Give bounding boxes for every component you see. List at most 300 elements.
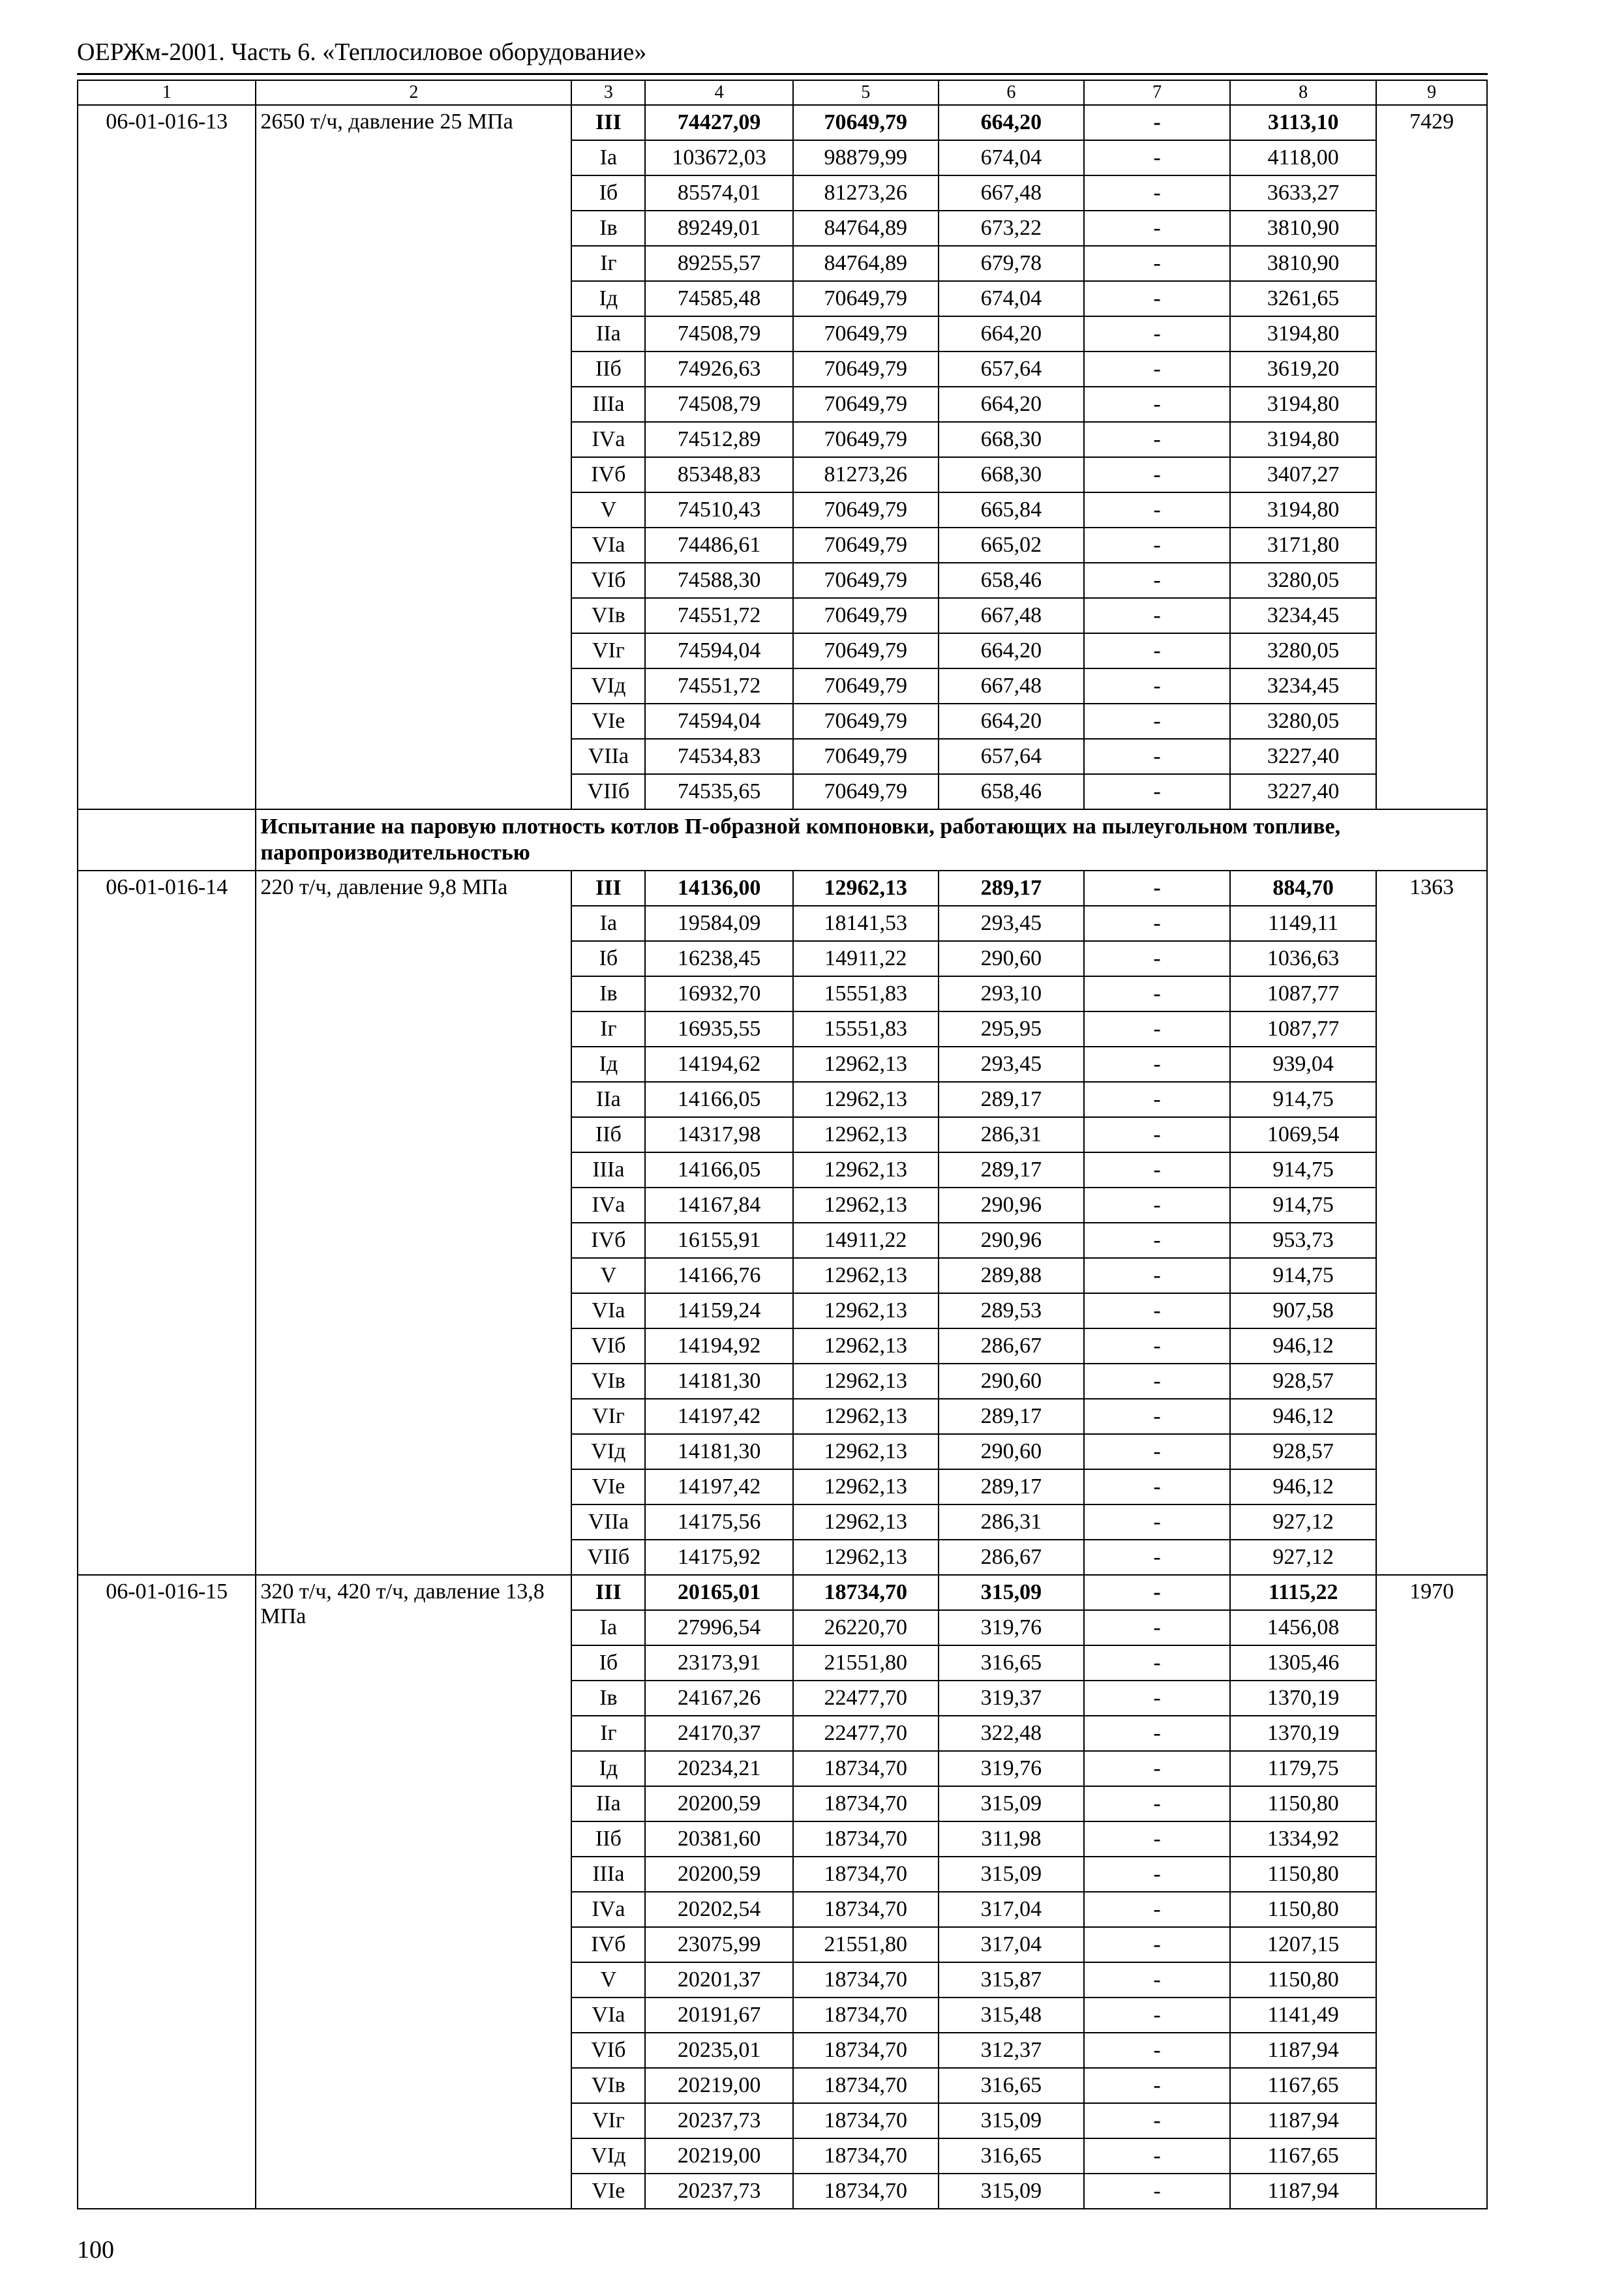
cell-col7: - — [1084, 1962, 1230, 1997]
zone-label: Iв — [571, 211, 645, 246]
cell-col5: 18734,70 — [793, 2138, 939, 2174]
cell-col5: 81273,26 — [793, 175, 939, 211]
cell-col7: - — [1084, 1047, 1230, 1082]
cell-col4: 74508,79 — [645, 387, 792, 422]
cell-col8: 914,75 — [1230, 1188, 1376, 1223]
cell-col8: 1334,92 — [1230, 1821, 1376, 1857]
cell-col4: 20381,60 — [645, 1821, 792, 1857]
zone-label: III — [571, 105, 645, 140]
zone-label: Iб — [571, 175, 645, 211]
cell-col7: - — [1084, 1821, 1230, 1857]
zone-label: Iг — [571, 1011, 645, 1047]
cell-col5: 18734,70 — [793, 1857, 939, 1892]
cell-col6: 289,88 — [939, 1258, 1084, 1293]
cell-col4: 20237,73 — [645, 2103, 792, 2138]
cell-col6: 316,65 — [939, 2138, 1084, 2174]
zone-label: IVа — [571, 1188, 645, 1223]
cell-col8: 3194,80 — [1230, 422, 1376, 457]
cell-col6: 665,84 — [939, 492, 1084, 528]
cell-col6: 290,60 — [939, 1434, 1084, 1469]
cell-col8: 1370,19 — [1230, 1681, 1376, 1716]
cell-col7: - — [1084, 1892, 1230, 1927]
zone-label: Iа — [571, 140, 645, 175]
zone-label: VIе — [571, 1469, 645, 1504]
cell-col7: - — [1084, 1857, 1230, 1892]
zone-label: IVа — [571, 1892, 645, 1927]
cell-col4: 14194,92 — [645, 1328, 792, 1364]
cell-col6: 668,30 — [939, 422, 1084, 457]
cell-col4: 20234,21 — [645, 1751, 792, 1786]
zone-label: VIг — [571, 633, 645, 668]
cell-col6: 289,17 — [939, 1399, 1084, 1434]
cell-col4: 85348,83 — [645, 457, 792, 492]
cell-col5: 18141,53 — [793, 906, 939, 941]
zone-label: VIа — [571, 1997, 645, 2033]
zone-label: VIIб — [571, 1540, 645, 1575]
cell-col6: 665,02 — [939, 528, 1084, 563]
cell-col8: 3280,05 — [1230, 704, 1376, 739]
cell-col6: 311,98 — [939, 1821, 1084, 1857]
cell-col8: 3234,45 — [1230, 668, 1376, 704]
cell-col5: 98879,99 — [793, 140, 939, 175]
cell-col6: 286,67 — [939, 1540, 1084, 1575]
cell-col7: - — [1084, 1364, 1230, 1399]
cell-col5: 18734,70 — [793, 1997, 939, 2033]
cell-col5: 18734,70 — [793, 1751, 939, 1786]
cell-col5: 70649,79 — [793, 316, 939, 352]
column-number: 7 — [1084, 80, 1230, 105]
cell-col4: 74585,48 — [645, 281, 792, 316]
cell-col8: 939,04 — [1230, 1047, 1376, 1082]
cell-col8: 1187,94 — [1230, 2033, 1376, 2068]
zone-label: IIб — [571, 1117, 645, 1152]
page-header-title: ОЕРЖм-2001. Часть 6. «Теплосиловое оборудование» — [77, 38, 647, 66]
cell-col6: 664,20 — [939, 704, 1084, 739]
cell-col5: 12962,13 — [793, 1434, 939, 1469]
cell-col4: 19584,09 — [645, 906, 792, 941]
zone-label: IIIа — [571, 1152, 645, 1188]
cell-col9: 1970 — [1376, 1575, 1487, 2209]
cell-col5: 18734,70 — [793, 1575, 939, 1610]
cell-col4: 14166,05 — [645, 1082, 792, 1117]
cell-col9: 1363 — [1376, 871, 1487, 1575]
rate-description: 220 т/ч, давление 9,8 МПа — [256, 871, 571, 1575]
cell-col5: 12962,13 — [793, 1117, 939, 1152]
cell-col4: 14181,30 — [645, 1364, 792, 1399]
cell-col7: - — [1084, 704, 1230, 739]
cell-col7: - — [1084, 1786, 1230, 1821]
cell-col5: 70649,79 — [793, 528, 939, 563]
cell-col6: 316,65 — [939, 2068, 1084, 2103]
cell-col5: 70649,79 — [793, 492, 939, 528]
cell-col5: 70649,79 — [793, 668, 939, 704]
cell-col8: 1150,80 — [1230, 1962, 1376, 1997]
cell-col5: 18734,70 — [793, 2174, 939, 2209]
cell-col4: 74594,04 — [645, 633, 792, 668]
cell-col8: 3194,80 — [1230, 387, 1376, 422]
cell-col6: 290,60 — [939, 941, 1084, 976]
cell-col8: 3810,90 — [1230, 211, 1376, 246]
cell-col8: 1149,11 — [1230, 906, 1376, 941]
cell-col5: 70649,79 — [793, 633, 939, 668]
cell-col5: 70649,79 — [793, 422, 939, 457]
zone-label: III — [571, 871, 645, 906]
cell-col8: 1179,75 — [1230, 1751, 1376, 1786]
cell-col4: 103672,03 — [645, 140, 792, 175]
cell-col4: 74510,43 — [645, 492, 792, 528]
cell-col6: 319,37 — [939, 1681, 1084, 1716]
cell-col5: 12962,13 — [793, 1399, 939, 1434]
cell-col8: 1036,63 — [1230, 941, 1376, 976]
cell-col7: - — [1084, 774, 1230, 809]
cell-col7: - — [1084, 871, 1230, 906]
cell-col6: 293,45 — [939, 1047, 1084, 1082]
zone-label: Iд — [571, 1751, 645, 1786]
column-number: 2 — [256, 80, 571, 105]
cell-col6: 290,60 — [939, 1364, 1084, 1399]
cell-col8: 953,73 — [1230, 1223, 1376, 1258]
cell-col5: 12962,13 — [793, 1504, 939, 1540]
zone-label: IVб — [571, 457, 645, 492]
page-number: 100 — [77, 2236, 114, 2264]
cell-col7: - — [1084, 633, 1230, 668]
cell-col6: 289,17 — [939, 1152, 1084, 1188]
cell-col6: 295,95 — [939, 1011, 1084, 1047]
cell-col6: 658,46 — [939, 774, 1084, 809]
cell-col4: 24167,26 — [645, 1681, 792, 1716]
zone-label: Iд — [571, 281, 645, 316]
cell-col4: 74486,61 — [645, 528, 792, 563]
cell-col7: - — [1084, 739, 1230, 774]
cell-col8: 1167,65 — [1230, 2138, 1376, 2174]
cell-col4: 85574,01 — [645, 175, 792, 211]
cell-col7: - — [1084, 2138, 1230, 2174]
cell-col6: 290,96 — [939, 1223, 1084, 1258]
cell-col6: 293,10 — [939, 976, 1084, 1011]
cell-col4: 74427,09 — [645, 105, 792, 140]
cell-col5: 12962,13 — [793, 1152, 939, 1188]
cell-col4: 74551,72 — [645, 598, 792, 633]
cell-col6: 286,31 — [939, 1117, 1084, 1152]
cell-col5: 70649,79 — [793, 598, 939, 633]
cell-col5: 15551,83 — [793, 1011, 939, 1047]
cell-col4: 20235,01 — [645, 2033, 792, 2068]
cell-col6: 657,64 — [939, 352, 1084, 387]
cell-col4: 23075,99 — [645, 1927, 792, 1962]
cell-col8: 3227,40 — [1230, 774, 1376, 809]
cell-col4: 16238,45 — [645, 941, 792, 976]
cell-col8: 928,57 — [1230, 1434, 1376, 1469]
column-number: 6 — [939, 80, 1084, 105]
cell-col4: 20237,73 — [645, 2174, 792, 2209]
cell-col8: 1456,08 — [1230, 1610, 1376, 1645]
zone-label: IVб — [571, 1223, 645, 1258]
zone-label: VIIб — [571, 774, 645, 809]
cell-col8: 1370,19 — [1230, 1716, 1376, 1751]
rate-code: 06-01-016-15 — [78, 1575, 256, 2209]
column-number: 4 — [645, 80, 792, 105]
zone-label: VIг — [571, 2103, 645, 2138]
cell-col6: 657,64 — [939, 739, 1084, 774]
zone-label: VIг — [571, 1399, 645, 1434]
cell-col8: 3633,27 — [1230, 175, 1376, 211]
cell-col4: 14317,98 — [645, 1117, 792, 1152]
cell-col6: 312,37 — [939, 2033, 1084, 2068]
zone-label: VIе — [571, 704, 645, 739]
zone-label: IIа — [571, 316, 645, 352]
cell-col7: - — [1084, 422, 1230, 457]
zone-label: III — [571, 1575, 645, 1610]
cell-col7: - — [1084, 1223, 1230, 1258]
cell-col7: - — [1084, 387, 1230, 422]
cell-col7: - — [1084, 1399, 1230, 1434]
cell-col4: 20219,00 — [645, 2138, 792, 2174]
cell-col6: 317,04 — [939, 1927, 1084, 1962]
cell-col5: 12962,13 — [793, 1188, 939, 1223]
cell-col8: 3234,45 — [1230, 598, 1376, 633]
cell-col8: 1187,94 — [1230, 2103, 1376, 2138]
cell-col8: 946,12 — [1230, 1328, 1376, 1364]
cell-col5: 12962,13 — [793, 1082, 939, 1117]
zone-label: VIб — [571, 2033, 645, 2068]
cell-col7: - — [1084, 457, 1230, 492]
cell-col8: 946,12 — [1230, 1469, 1376, 1504]
zone-label: Iд — [571, 1047, 645, 1082]
rate-code: 06-01-016-13 — [78, 105, 256, 809]
cell-col7: - — [1084, 1469, 1230, 1504]
cell-col8: 4118,00 — [1230, 140, 1376, 175]
zone-label: VIв — [571, 2068, 645, 2103]
cell-col8: 1087,77 — [1230, 1011, 1376, 1047]
cell-col8: 914,75 — [1230, 1258, 1376, 1293]
cell-col5: 70649,79 — [793, 387, 939, 422]
cell-col5: 84764,89 — [793, 211, 939, 246]
cell-col8: 3113,10 — [1230, 105, 1376, 140]
zone-label: VIд — [571, 1434, 645, 1469]
column-number: 1 — [78, 80, 256, 105]
cell-col6: 315,09 — [939, 1575, 1084, 1610]
zone-label: IIб — [571, 1821, 645, 1857]
zone-label: V — [571, 492, 645, 528]
rate-code: 06-01-016-14 — [78, 871, 256, 1575]
cell-col4: 74594,04 — [645, 704, 792, 739]
cell-col5: 18734,70 — [793, 2103, 939, 2138]
cell-col4: 20219,00 — [645, 2068, 792, 2103]
cell-col7: - — [1084, 528, 1230, 563]
cell-col6: 315,48 — [939, 1997, 1084, 2033]
cell-col6: 664,20 — [939, 105, 1084, 140]
cell-col5: 18734,70 — [793, 2068, 939, 2103]
cell-col8: 3261,65 — [1230, 281, 1376, 316]
cell-col6: 293,45 — [939, 906, 1084, 941]
cell-col7: - — [1084, 976, 1230, 1011]
zone-label: VIв — [571, 598, 645, 633]
cell-col8: 927,12 — [1230, 1504, 1376, 1540]
cell-col7: - — [1084, 598, 1230, 633]
cell-col8: 1207,15 — [1230, 1927, 1376, 1962]
cell-col5: 26220,70 — [793, 1610, 939, 1645]
cell-col4: 20200,59 — [645, 1857, 792, 1892]
cell-col8: 3194,80 — [1230, 316, 1376, 352]
zone-label: Iг — [571, 1716, 645, 1751]
cell-col7: - — [1084, 2033, 1230, 2068]
cell-col8: 1069,54 — [1230, 1117, 1376, 1152]
zone-label: VIIа — [571, 1504, 645, 1540]
cell-col5: 81273,26 — [793, 457, 939, 492]
section-heading: Испытание на паровую плотность котлов П-образной компоновки, работающих на пылеугольном топливе, паропроизводительностью — [256, 809, 1487, 871]
table-row — [78, 1575, 1487, 1610]
cell-col7: - — [1084, 140, 1230, 175]
section-spacer — [78, 809, 256, 871]
cell-col4: 20165,01 — [645, 1575, 792, 1610]
cell-col8: 3194,80 — [1230, 492, 1376, 528]
cell-col8: 3810,90 — [1230, 246, 1376, 281]
column-number: 3 — [571, 80, 645, 105]
column-number: 8 — [1230, 80, 1376, 105]
cell-col5: 84764,89 — [793, 246, 939, 281]
cell-col8: 1087,77 — [1230, 976, 1376, 1011]
cell-col7: - — [1084, 1751, 1230, 1786]
zone-label: Iб — [571, 941, 645, 976]
cell-col4: 74551,72 — [645, 668, 792, 704]
cell-col5: 18734,70 — [793, 1821, 939, 1857]
cell-col7: - — [1084, 2103, 1230, 2138]
cell-col4: 16932,70 — [645, 976, 792, 1011]
rate-description: 320 т/ч, 420 т/ч, давление 13,8 МПа — [256, 1575, 571, 2209]
cell-col4: 74588,30 — [645, 563, 792, 598]
zone-label: Iв — [571, 1681, 645, 1716]
cell-col6: 667,48 — [939, 175, 1084, 211]
zone-label: VIв — [571, 1364, 645, 1399]
cell-col4: 74926,63 — [645, 352, 792, 387]
cell-col7: - — [1084, 281, 1230, 316]
cell-col9: 7429 — [1376, 105, 1487, 809]
zone-label: VIб — [571, 1328, 645, 1364]
zone-label: VIа — [571, 1293, 645, 1328]
cell-col6: 667,48 — [939, 598, 1084, 633]
cell-col5: 18734,70 — [793, 1892, 939, 1927]
cell-col5: 12962,13 — [793, 1364, 939, 1399]
cell-col6: 286,31 — [939, 1504, 1084, 1540]
rates-table — [77, 80, 1488, 2209]
cell-col8: 914,75 — [1230, 1152, 1376, 1188]
zone-label: VIа — [571, 528, 645, 563]
cell-col5: 12962,13 — [793, 871, 939, 906]
cell-col4: 20202,54 — [645, 1892, 792, 1927]
cell-col7: - — [1084, 1716, 1230, 1751]
cell-col7: - — [1084, 2068, 1230, 2103]
cell-col6: 674,04 — [939, 281, 1084, 316]
cell-col5: 70649,79 — [793, 563, 939, 598]
cell-col4: 16155,91 — [645, 1223, 792, 1258]
cell-col7: - — [1084, 1011, 1230, 1047]
cell-col4: 14197,42 — [645, 1399, 792, 1434]
cell-col6: 319,76 — [939, 1610, 1084, 1645]
cell-col8: 914,75 — [1230, 1082, 1376, 1117]
cell-col8: 1187,94 — [1230, 2174, 1376, 2209]
cell-col6: 286,67 — [939, 1328, 1084, 1364]
zone-label: VIе — [571, 2174, 645, 2209]
cell-col8: 927,12 — [1230, 1540, 1376, 1575]
cell-col5: 12962,13 — [793, 1540, 939, 1575]
cell-col7: - — [1084, 1540, 1230, 1575]
cell-col7: - — [1084, 1258, 1230, 1293]
cell-col6: 674,04 — [939, 140, 1084, 175]
cell-col4: 74535,65 — [645, 774, 792, 809]
cell-col8: 928,57 — [1230, 1364, 1376, 1399]
cell-col5: 22477,70 — [793, 1681, 939, 1716]
cell-col7: - — [1084, 1997, 1230, 2033]
cell-col4: 20201,37 — [645, 1962, 792, 1997]
zone-label: Iа — [571, 1610, 645, 1645]
zone-label: Iа — [571, 906, 645, 941]
cell-col7: - — [1084, 668, 1230, 704]
cell-col4: 16935,55 — [645, 1011, 792, 1047]
cell-col4: 14194,62 — [645, 1047, 792, 1082]
cell-col6: 322,48 — [939, 1716, 1084, 1751]
cell-col7: - — [1084, 1188, 1230, 1223]
cell-col5: 18734,70 — [793, 1962, 939, 1997]
cell-col5: 12962,13 — [793, 1047, 939, 1082]
cell-col5: 70649,79 — [793, 105, 939, 140]
cell-col5: 70649,79 — [793, 739, 939, 774]
cell-col7: - — [1084, 175, 1230, 211]
table-row — [78, 105, 1487, 140]
cell-col6: 316,65 — [939, 1645, 1084, 1681]
cell-col5: 12962,13 — [793, 1469, 939, 1504]
cell-col8: 1150,80 — [1230, 1892, 1376, 1927]
cell-col6: 289,53 — [939, 1293, 1084, 1328]
cell-col7: - — [1084, 1117, 1230, 1152]
cell-col7: - — [1084, 1927, 1230, 1962]
cell-col5: 12962,13 — [793, 1293, 939, 1328]
zone-label: V — [571, 1962, 645, 1997]
cell-col6: 673,22 — [939, 211, 1084, 246]
zone-label: VIб — [571, 563, 645, 598]
cell-col7: - — [1084, 1434, 1230, 1469]
cell-col8: 3619,20 — [1230, 352, 1376, 387]
cell-col5: 12962,13 — [793, 1258, 939, 1293]
cell-col7: - — [1084, 1152, 1230, 1188]
cell-col8: 3407,27 — [1230, 457, 1376, 492]
zone-label: VIIа — [571, 739, 645, 774]
cell-col6: 664,20 — [939, 316, 1084, 352]
cell-col7: - — [1084, 246, 1230, 281]
cell-col4: 24170,37 — [645, 1716, 792, 1751]
cell-col4: 89255,57 — [645, 246, 792, 281]
cell-col4: 14166,05 — [645, 1152, 792, 1188]
cell-col8: 1305,46 — [1230, 1645, 1376, 1681]
cell-col4: 74508,79 — [645, 316, 792, 352]
cell-col5: 15551,83 — [793, 976, 939, 1011]
cell-col4: 27996,54 — [645, 1610, 792, 1645]
cell-col5: 70649,79 — [793, 352, 939, 387]
cell-col7: - — [1084, 105, 1230, 140]
cell-col6: 315,09 — [939, 2174, 1084, 2209]
cell-col6: 317,04 — [939, 1892, 1084, 1927]
cell-col8: 1115,22 — [1230, 1575, 1376, 1610]
cell-col7: - — [1084, 1504, 1230, 1540]
cell-col7: - — [1084, 1293, 1230, 1328]
cell-col7: - — [1084, 563, 1230, 598]
cell-col6: 658,46 — [939, 563, 1084, 598]
rate-description: 2650 т/ч, давление 25 МПа — [256, 105, 571, 809]
cell-col4: 14166,76 — [645, 1258, 792, 1293]
cell-col4: 20200,59 — [645, 1786, 792, 1821]
cell-col4: 14181,30 — [645, 1434, 792, 1469]
cell-col8: 3171,80 — [1230, 528, 1376, 563]
cell-col4: 74534,83 — [645, 739, 792, 774]
